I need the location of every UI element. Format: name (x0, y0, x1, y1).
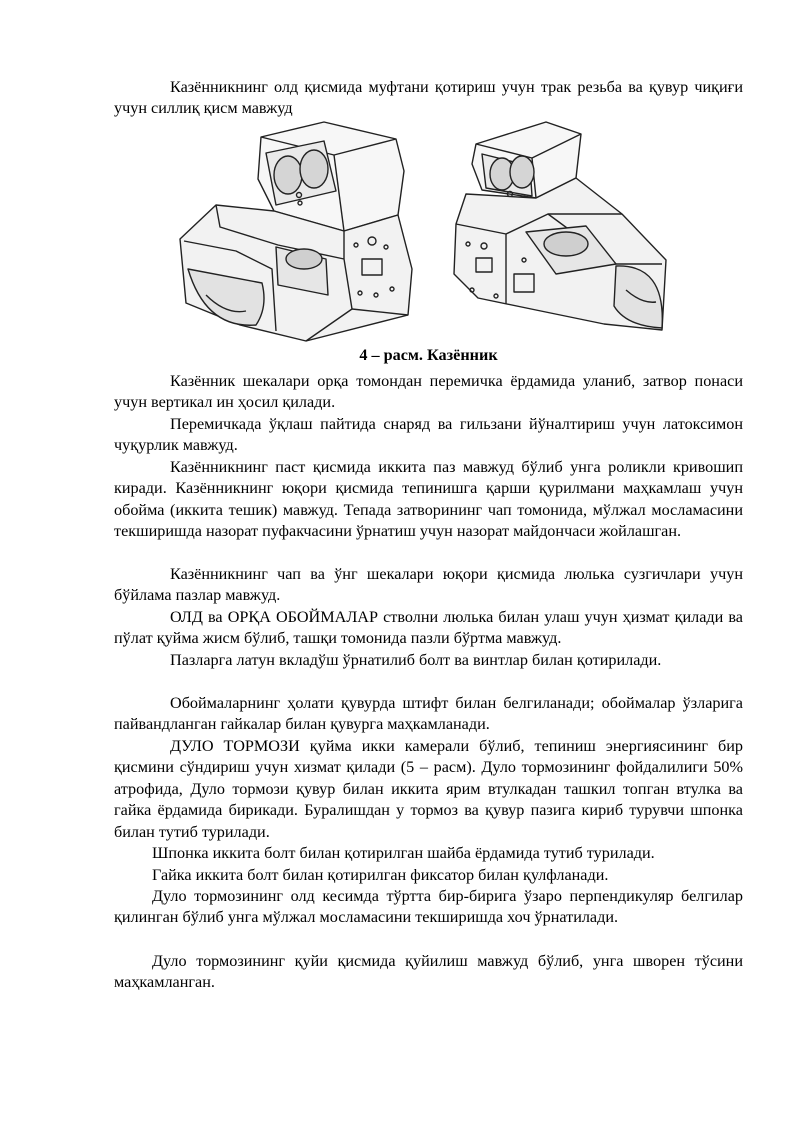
paragraph-2: Казённик шекалари орқа томондан перемичка ёрдамида уланиб, затвор понаси учун вертикал ин ҳосил қилади. (114, 372, 743, 412)
paragraph-7: Пазларга латун вкладўш ўрнатилиб болт ва винтлар билан қотирилади. (170, 651, 662, 669)
paragraph-1: Казённикнинг олд қисмида муфтани қотириш учун трак резьба ва қувур чиқиғи учун силлиқ қисм мавжуд (114, 78, 743, 118)
paragraph-9: ДУЛО ТОРМОЗИ қуйма икки камерали бўлиб, тепиниш энергиясининг бир қисмини сўндириш учун хизмат қилади (5 – расм). Дуло тормозининг фойдалилиги 50% атрофида, Дуло тормози қувур билан иккита ярим втулкадан ташкил топган втулка ва гайка ёрдамида бирикади. Буралишдан у тормоз ва қувур пазига кириб турувчи шпонка билан тутиб турилади. (114, 737, 743, 841)
breech-illustration-right (436, 114, 673, 337)
paragraph-5: Казённикнинг чап ва ўнг шекалари юқори қисмида люлька сузгичлари учун бўйлама пазлар мавжуд. (114, 565, 743, 605)
paragraph-3: Перемичкада ўқлаш пайтида снаряд ва гильзани йўналтириш учун латоксимон чуқурлик мавжуд. (114, 415, 743, 455)
paragraph-13: Дуло тормозининг қуйи қисмида қуйилиш мавжуд бўлиб, унга шворен тўсини маҳкамланган. (114, 952, 743, 992)
figure-caption: 4 – расм. Казённик (359, 346, 498, 364)
paragraph-12: Дуло тормозининг олд кесимда тўртта бир-бирига ўзаро перпендикуляр белгилар қилинган бўлиб унга мўлжал мосламасини текширишда хоч ўрнатилади. (114, 887, 743, 927)
paragraph-4: Казённикнинг паст қисмида иккита паз мавжуд бўлиб унга роликли кривошип киради. Казённикнинг юқори қисмида тепинишга қарши қурилмани маҳкамлаш учун обойма (иккита тешик) мавжуд. Тепада затворининг чап томонида, мўлжал мосламасини текширишда назорат пуфакчасини ўрнатиш учун назорат майдончаси жойлашган. (114, 458, 743, 541)
paragraph-8: Обоймаларнинг ҳолати қувурда штифт билан белгиланади; обоймалар ўзларига пайвандланган гайкалар билан қувурга маҳкамланади. (114, 694, 743, 734)
paragraph-10: Шпонка иккита болт билан қотирилган шайба ёрдамида тутиб турилади. (152, 844, 655, 862)
paragraph-11: Гайка иккита болт билан қотирилган фиксатор билан қулфланади. (152, 866, 609, 884)
breech-illustration-left (176, 119, 413, 342)
paragraph-6: ОЛД ва ОРҚА ОБОЙМАЛАР стволни люлька билан улаш учун ҳизмат қилади ва пўлат қуйма жисм бўлиб, ташқи томонида пазли бўртма мавжуд. (114, 608, 743, 648)
